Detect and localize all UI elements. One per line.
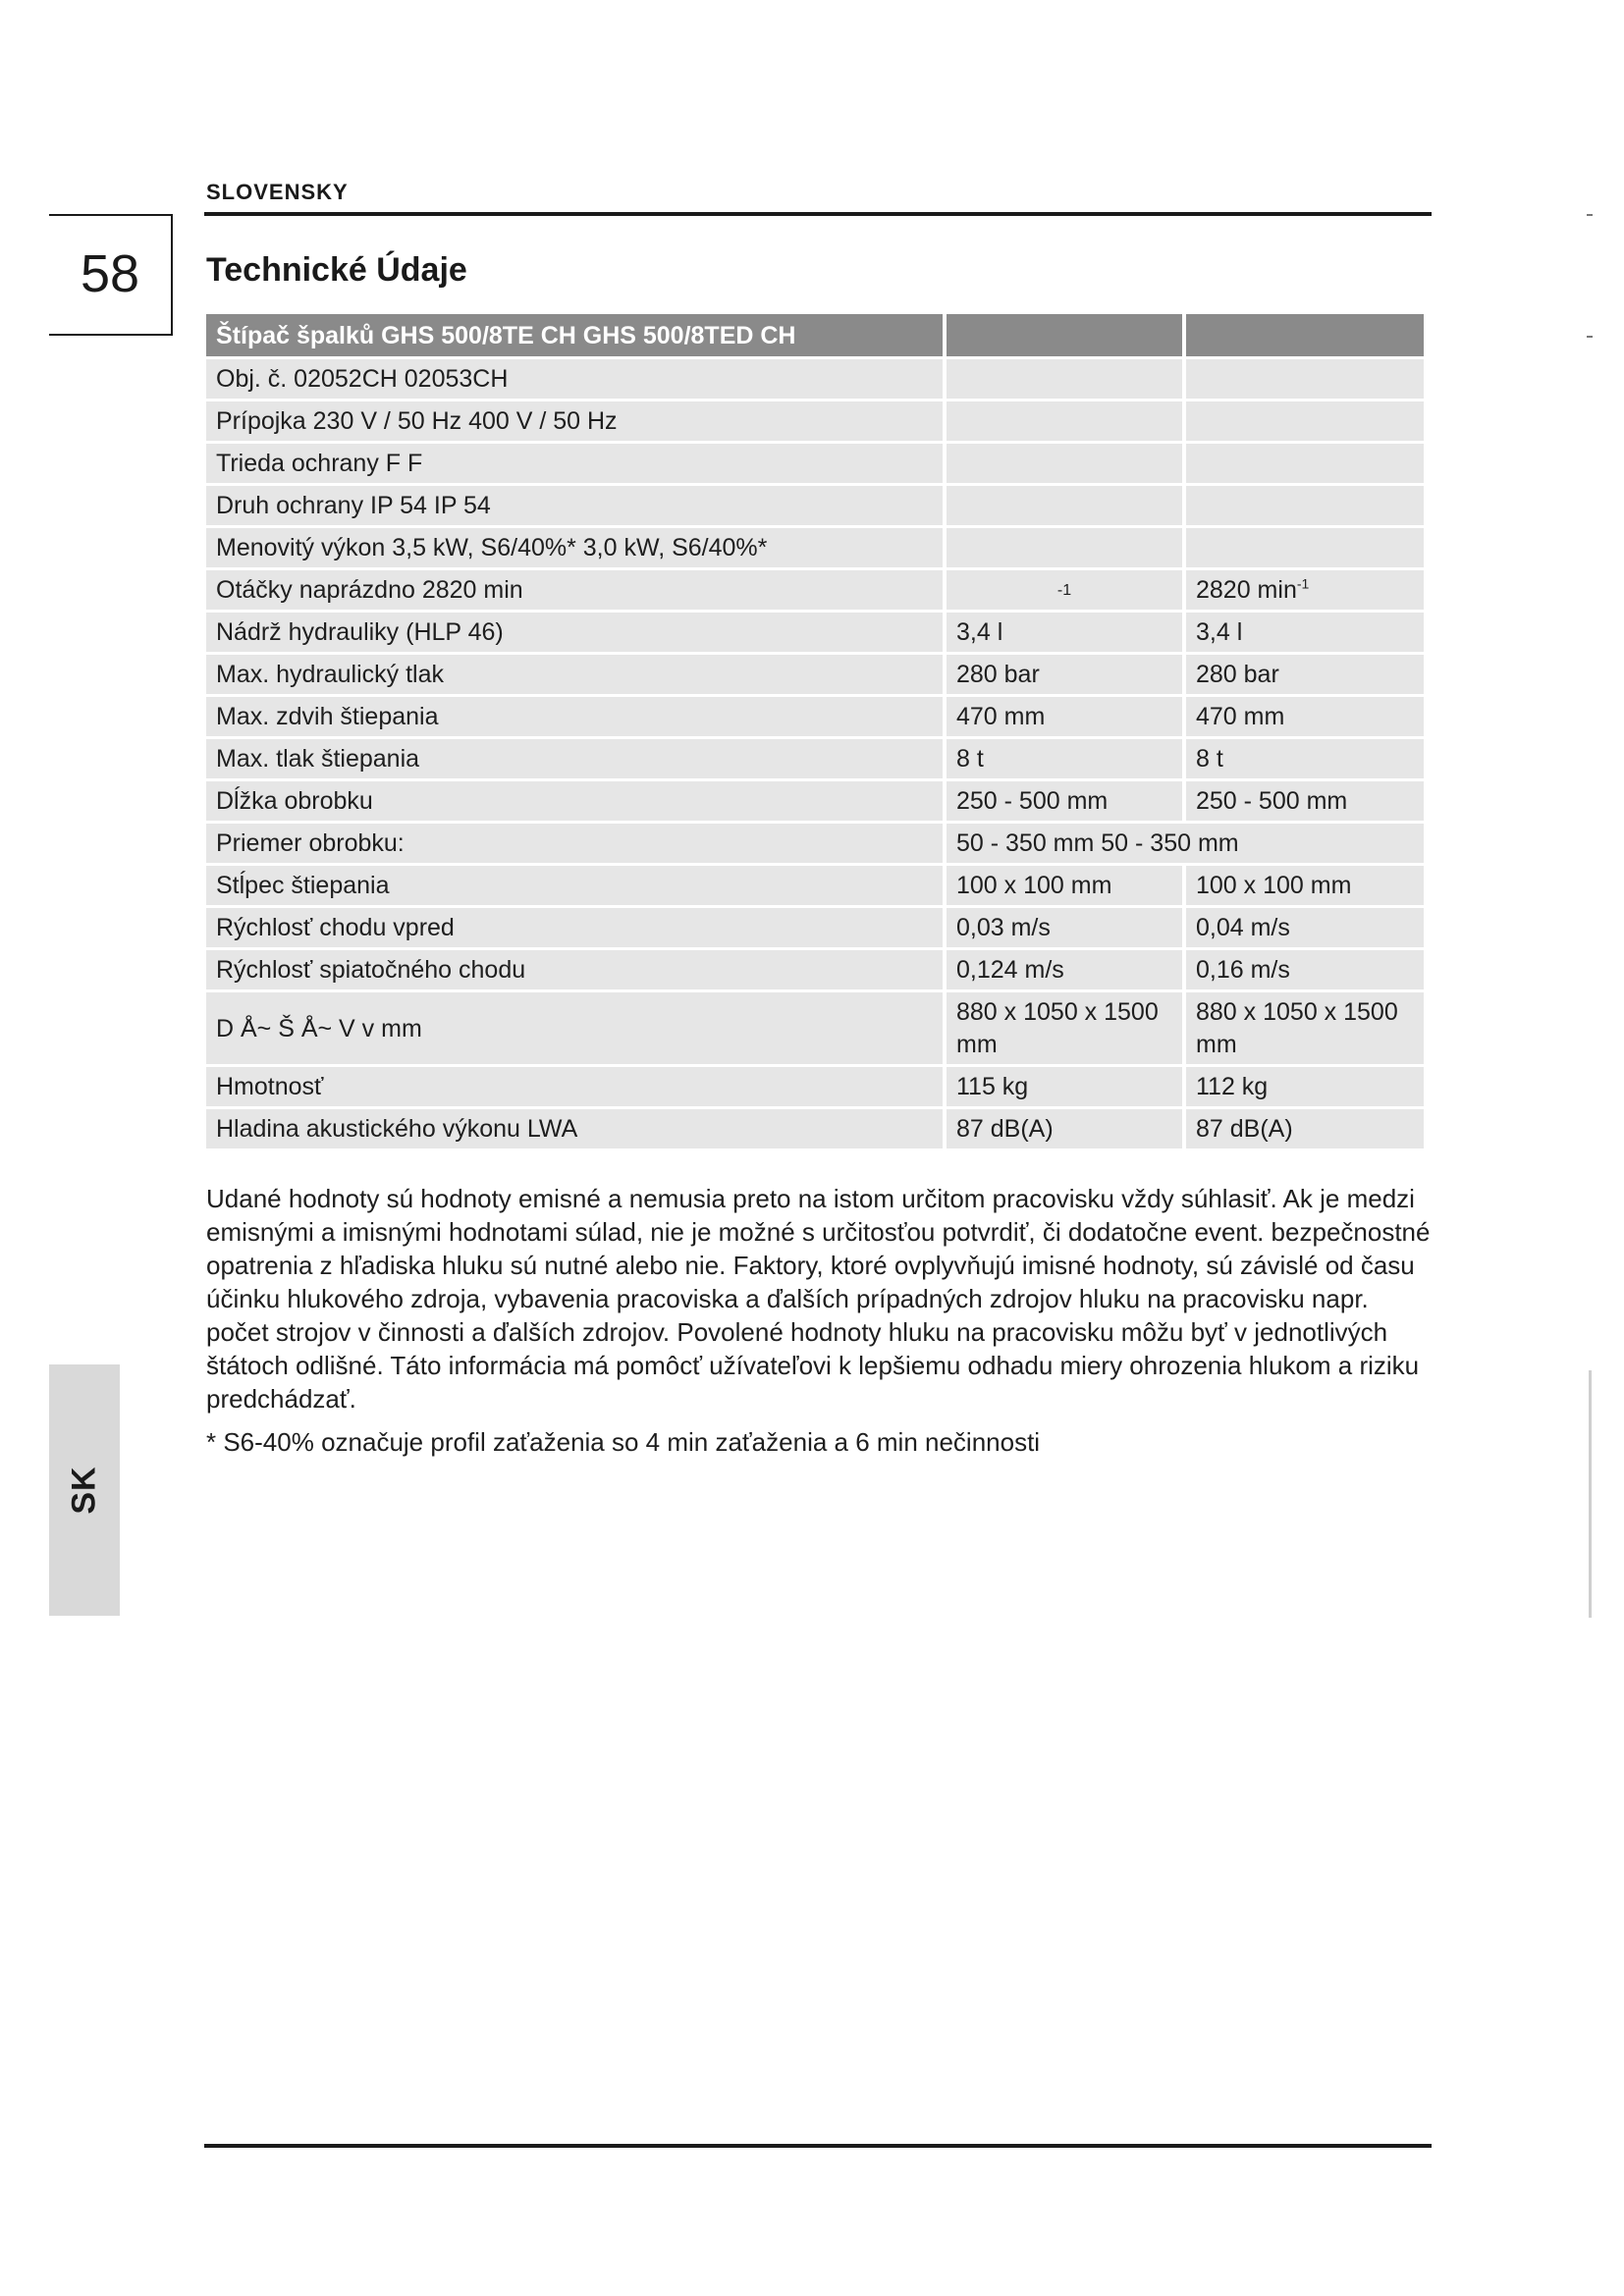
- row-value-1: [947, 444, 1182, 483]
- row-label: Hladina akustického výkonu LWA: [206, 1109, 943, 1148]
- row-value-2: 112 kg: [1186, 1067, 1424, 1106]
- row-value-1: 0,124 m/s: [947, 950, 1182, 989]
- row-value-2: 3,4 l: [1186, 613, 1424, 652]
- row-value-2: 0,04 m/s: [1186, 908, 1424, 947]
- row-value-2-text: 2820 min: [1196, 576, 1297, 604]
- top-rule: [204, 212, 1432, 216]
- row-label: Menovitý výkon 3,5 kW, S6/40%* 3,0 kW, S6/40%*: [206, 528, 943, 567]
- page-number: 58: [80, 244, 140, 303]
- table-row: [206, 992, 1424, 1064]
- row-value-2: 0,16 m/s: [1186, 950, 1424, 989]
- header-cell-product: Štípač špalků GHS 500/8TE CH GHS 500/8TED CH: [206, 314, 943, 356]
- crop-mark: [1587, 336, 1593, 338]
- table-row: [206, 866, 1424, 905]
- page-title: Technické Údaje: [206, 251, 467, 289]
- row-value-2: [1186, 486, 1424, 525]
- row-label: Stĺpec štiepania: [206, 866, 943, 905]
- row-value-1: 100 x 100 mm: [947, 866, 1182, 905]
- row-value-2-superscript: -1: [1296, 575, 1310, 592]
- row-value-1: [947, 359, 1182, 399]
- table-row: [206, 613, 1424, 652]
- table-row: [206, 697, 1424, 736]
- bottom-rule: [204, 2144, 1432, 2148]
- row-value-2: 100 x 100 mm: [1186, 866, 1424, 905]
- row-value-1: [947, 486, 1182, 525]
- row-value-2: 87 dB(A): [1186, 1109, 1424, 1148]
- row-value-2: [1186, 528, 1424, 567]
- row-value-2: [1186, 570, 1424, 610]
- table-row: [206, 444, 1424, 483]
- row-value-1: 0,03 m/s: [947, 908, 1182, 947]
- table-row: [206, 781, 1424, 821]
- row-value-2: [1186, 359, 1424, 399]
- row-label: Max. tlak štiepania: [206, 739, 943, 778]
- row-label: Rýchlosť spiatočného chodu: [206, 950, 943, 989]
- table-row: [206, 401, 1424, 441]
- row-label: Max. zdvih štiepania: [206, 697, 943, 736]
- row-value-1: [947, 528, 1182, 567]
- footnote: * S6-40% označuje profil zaťaženia so 4 min zaťaženia a 6 min nečinnosti: [206, 1427, 1041, 1457]
- row-value-1: [947, 401, 1182, 441]
- table-row: [206, 359, 1424, 399]
- row-value-1: 87 dB(A): [947, 1109, 1182, 1148]
- noise-notice-paragraph: Udané hodnoty sú hodnoty emisné a nemusia preto na istom určitom pracovisku vždy súhlasiť. Ak je medzi emisnými a imisnými hodnotami súlad, nie je možné s určitosťou potvrdiť, či dodatočne event. bezpečnostné opatrenia z hľadiska hluku sú nutné alebo nie. Faktory, ktoré ovplyvňujú imisné hodnoty, sú závislé od času účinku hlukového zdroja, vybavenia pracoviska a ďalších prípadných zdrojov hluku na pracovisku napr. počet strojov v činnosti a ďalších zdrojov. Povolené hodnoty hluku na pracovisku môžu byť v jednotlivých štátoch odlišné. Táto informácia má pomôcť užívateľovi k lepšiemu odhadu miery ohrozenia hlukom a riziku predchádzať.: [206, 1184, 1431, 1414]
- notes-section: [206, 1182, 1434, 1459]
- table-row: [206, 528, 1424, 567]
- row-value-2: 250 - 500 mm: [1186, 781, 1424, 821]
- language-side-tab-label: SK: [65, 1466, 103, 1515]
- row-label: Otáčky naprázdno 2820 min: [206, 570, 943, 610]
- row-value-1: 250 - 500 mm: [947, 781, 1182, 821]
- table-row: [206, 486, 1424, 525]
- row-value-1: 470 mm: [947, 697, 1182, 736]
- table-row: [206, 950, 1424, 989]
- row-label: Prípojka 230 V / 50 Hz 400 V / 50 Hz: [206, 401, 943, 441]
- row-label: Obj. č. 02052CH 02053CH: [206, 359, 943, 399]
- row-label: D Å~ Š Å~ V v mm: [206, 992, 943, 1064]
- row-value-2: 470 mm: [1186, 697, 1424, 736]
- table-row: [206, 1109, 1424, 1148]
- spec-table-header: [206, 314, 1424, 356]
- row-value-merged: 50 - 350 mm 50 - 350 mm: [947, 824, 1424, 863]
- table-row: [206, 1067, 1424, 1106]
- row-label: Priemer obrobku:: [206, 824, 943, 863]
- crop-mark: [1587, 214, 1593, 216]
- row-value-2: 8 t: [1186, 739, 1424, 778]
- header-cell-1: [947, 314, 1182, 356]
- row-value-1: 115 kg: [947, 1067, 1182, 1106]
- row-label: Dĺžka obrobku: [206, 781, 943, 821]
- table-row: [206, 824, 1424, 863]
- row-value-2: 280 bar: [1186, 655, 1424, 694]
- table-row: [206, 570, 1424, 610]
- spec-table: [202, 311, 1428, 1151]
- table-row: [206, 908, 1424, 947]
- row-value-2: [1186, 401, 1424, 441]
- language-header: SLOVENSKY: [206, 180, 349, 204]
- row-value-2: [1186, 444, 1424, 483]
- row-value-1: 880 x 1050 x 1500 mm: [947, 992, 1182, 1064]
- row-label: Druh ochrany IP 54 IP 54: [206, 486, 943, 525]
- table-row: [206, 739, 1424, 778]
- row-value-2: 880 x 1050 x 1500 mm: [1186, 992, 1424, 1064]
- row-label: Hmotnosť: [206, 1067, 943, 1106]
- row-value-1: 280 bar: [947, 655, 1182, 694]
- row-label: Nádrž hydrauliky (HLP 46): [206, 613, 943, 652]
- row-value-1: 8 t: [947, 739, 1182, 778]
- table-row: [206, 655, 1424, 694]
- edge-mark-line: [1589, 1370, 1592, 1618]
- row-value-1: 3,4 l: [947, 613, 1182, 652]
- row-label: Max. hydraulický tlak: [206, 655, 943, 694]
- row-label: Trieda ochrany F F: [206, 444, 943, 483]
- row-value-1-superscript: -1: [947, 570, 1182, 610]
- row-label: Rýchlosť chodu vpred: [206, 908, 943, 947]
- header-cell-2: [1186, 314, 1424, 356]
